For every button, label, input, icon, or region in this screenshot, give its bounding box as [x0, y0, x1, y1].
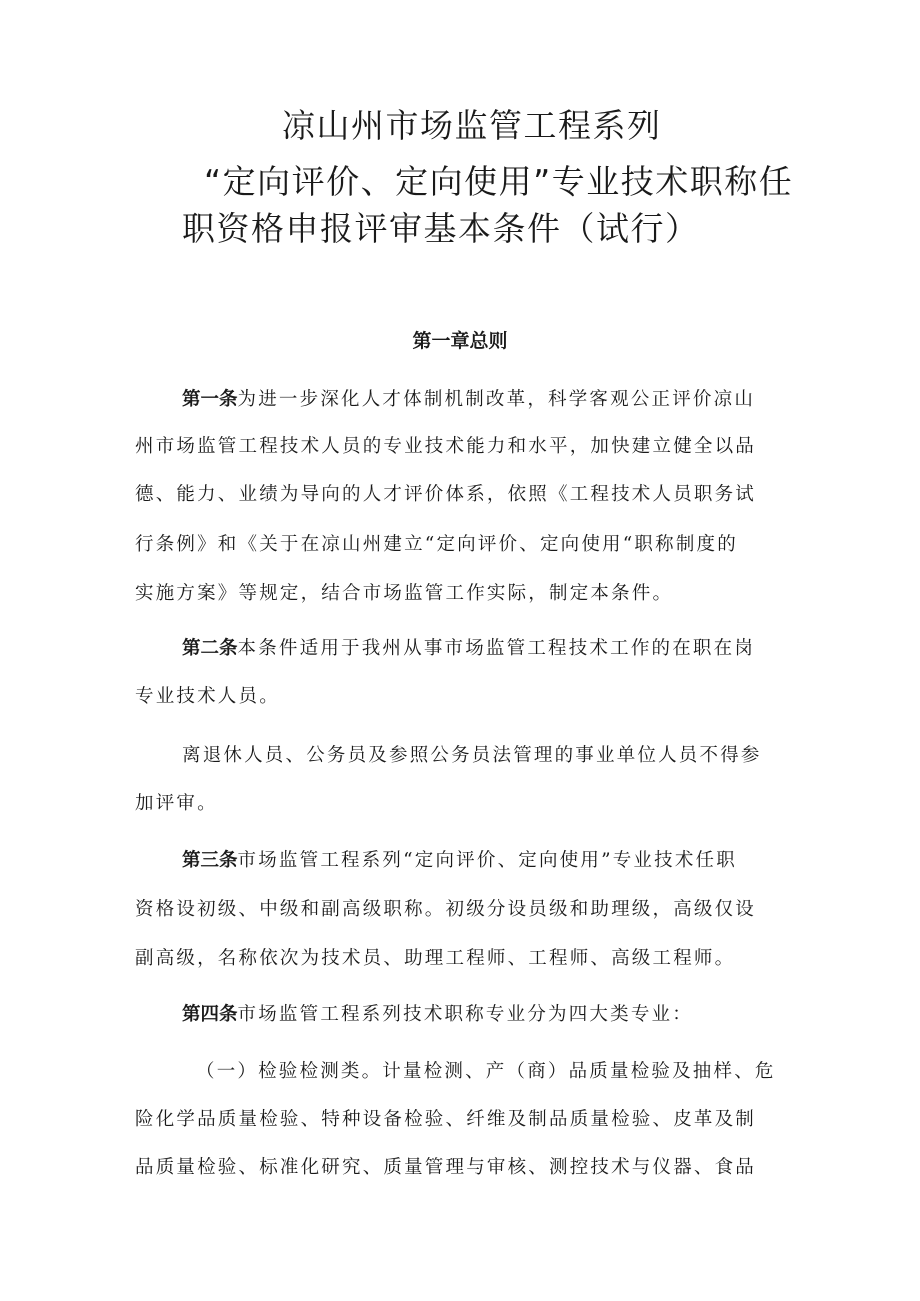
- article-4-item-1-line-3: 品质量检验、标准化研究、质量管理与审核、测控技术与仪器、食品: [135, 1157, 757, 1178]
- article-3-line-3: 副高级，名称依次为技术员、助理工程师、工程师、高级工程师。: [135, 948, 736, 969]
- article-4-text: 市场监管工程系列技术职称专业分为四大类专业：: [237, 1004, 693, 1025]
- article-3-label: 第三条: [182, 850, 238, 871]
- article-2-label: 第二条: [182, 638, 238, 659]
- article-2-line-2: 专业技术人员。: [135, 686, 280, 707]
- article-1-label: 第一条: [182, 389, 238, 410]
- article-1-text: 为进一步深化人才体制机制改革，科学客观公正评价凉山: [237, 389, 756, 410]
- title-line-1: 凉山州市场监管工程系列: [282, 106, 662, 145]
- article-4-line-1: [182, 1000, 693, 1030]
- article-1-line-5: 实施方案》等规定，结合市场监管工作实际，制定本条件。: [135, 583, 674, 604]
- article-4-label: 第四条: [182, 1004, 238, 1025]
- chapter-heading: 第一章总则: [412, 330, 508, 352]
- article-3-text: 市场监管工程系列“定向评价、定向使用”专业技术任职: [237, 850, 737, 871]
- article-3-line-2: 资格设初级、中级和副高级职称。初级分设员级和助理级，高级仅设: [135, 899, 757, 920]
- article-3-line-1: [182, 846, 737, 876]
- article-1-line-2: 州市场监管工程技术人员的专业技术能力和水平，加快建立健全以品: [135, 436, 757, 457]
- article-2-text: 本条件适用于我州从事市场监管工程技术工作的在职在岗: [237, 638, 756, 659]
- article-1-line-3: 德、能力、业绩为导向的人才评价体系，依照《工程技术人员职务试: [135, 484, 757, 505]
- article-4-item-1-line-2: 险化学品质量检验、特种设备检验、纤维及制品质量检验、皮革及制: [135, 1109, 757, 1130]
- title-line-3: 职资格申报评审基本条件（试行）: [182, 209, 700, 248]
- article-2-line-1: [182, 634, 755, 664]
- article-1-line-4: 行条例》和《关于在凉山州建立“定向评价、定向使用“职称制度的: [135, 534, 738, 555]
- article-2-para2-line-2: 加评审。: [135, 793, 218, 814]
- title-line-2: “定向评价、定向使用”专业技术职称任: [204, 162, 794, 201]
- article-2-para2-line-1: 离退休人员、公务员及参照公务员法管理的事业单位人员不得参: [182, 745, 762, 766]
- article-4-item-1-line-1: （一）检验检测类。计量检测、产（商）品质量检验及抽样、危: [196, 1061, 776, 1082]
- article-1-line-1: [182, 385, 755, 415]
